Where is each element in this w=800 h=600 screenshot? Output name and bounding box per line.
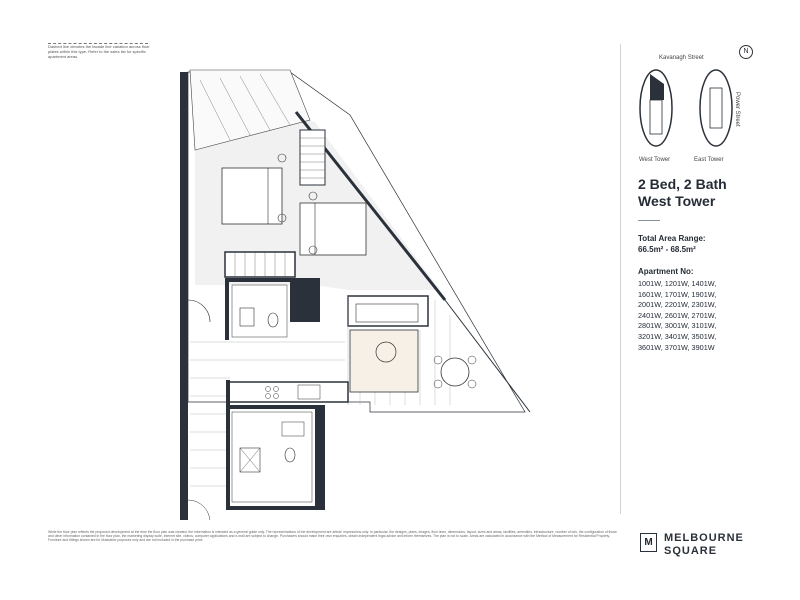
- apartment-line: 1001W, 1201W, 1401W,: [638, 279, 717, 288]
- bed-1: [222, 168, 282, 224]
- street-kavanagh: Kavanagh Street: [659, 55, 704, 61]
- title-separator: [638, 220, 660, 221]
- apartment-label: Apartment No:: [638, 267, 694, 276]
- street-power: Power Street: [734, 92, 740, 127]
- apartment-list: [638, 279, 778, 353]
- apartment-line: 3201W, 3401W, 3501W,: [638, 331, 717, 341]
- west-tower-label: West Tower: [639, 157, 671, 163]
- kitchen-bench: [228, 382, 348, 402]
- divider: [620, 44, 621, 514]
- apartment-line: 3601W, 3701W, 3901W: [638, 342, 715, 352]
- east-tower-label: East Tower: [694, 157, 724, 163]
- sofa: [348, 296, 428, 326]
- apartment-line: 2001W, 2201W, 2301W,: [638, 300, 717, 310]
- area-value: 66.5m² - 68.5m²: [638, 245, 696, 254]
- logo-line-1: MELBOURNE: [664, 532, 744, 544]
- apartment-line: 2401W, 2601W, 2701W,: [638, 310, 717, 320]
- keyplan-map: [636, 66, 744, 150]
- west-wall: [180, 72, 188, 520]
- north-arrow-icon: N: [739, 45, 753, 59]
- logo-mark: M: [640, 533, 657, 552]
- apartment-line: 1601W, 1701W, 1901W,: [638, 289, 717, 299]
- facade-note: Dashed line denotes the facade line variation across floor plates within this type. Refer to the sales list for specific apartment areas.: [48, 44, 150, 59]
- east-tower-outline: [700, 70, 732, 146]
- plan-title: [638, 176, 727, 210]
- logo-line-2: SQUARE: [664, 545, 718, 557]
- title-line-1: 2 Bed, 2 Bath: [638, 176, 727, 192]
- floor-plan: [170, 60, 550, 520]
- rug: [350, 330, 418, 392]
- apartment-line: 2801W, 3001W, 3101W,: [638, 321, 717, 331]
- area-label: Total Area Range:: [638, 234, 706, 243]
- title-line-2: West Tower: [638, 193, 716, 209]
- dining-table: [441, 358, 469, 386]
- disclaimer: While the floor plan reflects the proposed development at the time the floor plan was created, the information is intended as a general guide only. The representations of the development are artists' impressions only. In particular, the designs, plans, images, floor lines, dimensions, layout, sizes and areas, facilities, amenities, infrastructure, number of lots, the configuration of those and other information contained in the floor plan, the marketing display suite, internet site, videos, computer applications and e-mail are subject to change. Purchasers should make their own enquiries, obtain independent legal advice and inform themselves. The plan is not to scale. Areas are calculated in accordance with the Method of Measurement for Residential Property. Furniture and fittings shown are for illustrative purposes only and are not included in the purchase price.: [48, 530, 617, 543]
